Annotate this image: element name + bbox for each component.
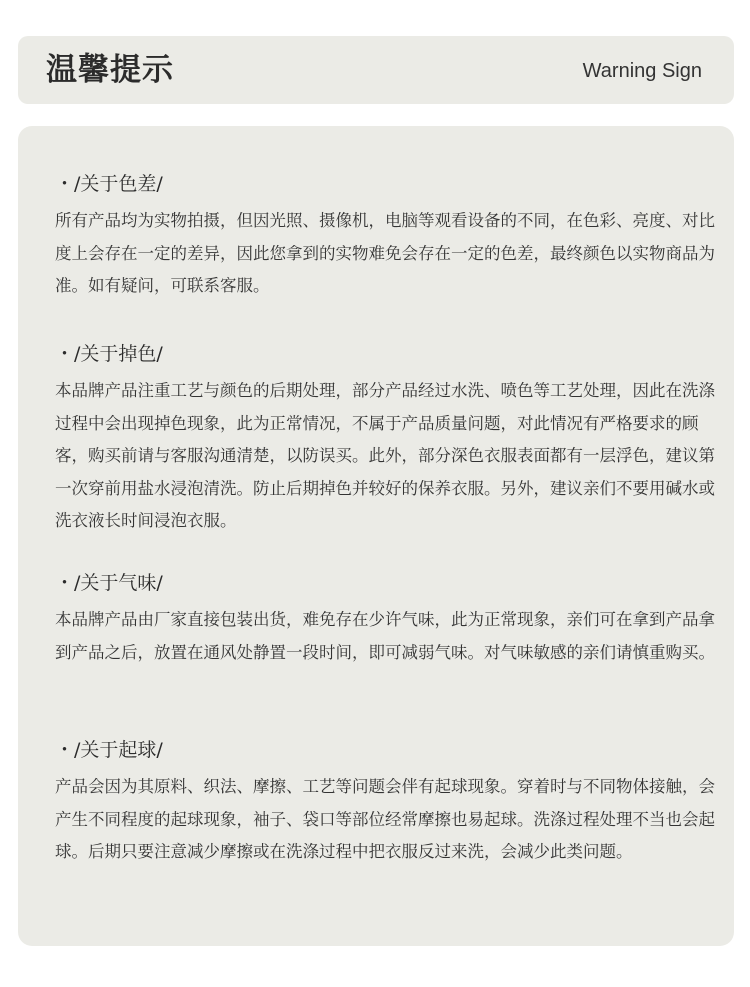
header-bar xyxy=(18,36,734,104)
section-title: ・/关于起球/ xyxy=(55,739,163,761)
page-subtitle: Warning Sign xyxy=(582,60,702,82)
section-pilling xyxy=(55,736,715,869)
section-body: 产品会因为其原料、织法、摩擦、工艺等问题会伴有起球现象。穿着时与不同物体接触，会产生不同程度的起球现象，袖子、袋口等部位经常摩擦也易起球。洗涤过程处理不当也会起球。后期只要注意减少摩擦或在洗涤过程中把衣服反过来洗，会减少此类问题。 xyxy=(55,777,715,861)
section-odor xyxy=(55,569,715,669)
page-title: 温馨提示 xyxy=(46,52,174,88)
notice-panel xyxy=(18,126,734,946)
section-title: ・/关于掉色/ xyxy=(55,343,163,365)
section-color-difference xyxy=(55,170,715,303)
section-body: 所有产品均为实物拍摄，但因光照、摄像机，电脑等观看设备的不同，在色彩、亮度、对比度上会存在一定的差异，因此您拿到的实物难免会存在一定的色差，最终颜色以实物商品为准。如有疑问，可联系客服。 xyxy=(55,211,715,295)
section-body: 本品牌产品注重工艺与颜色的后期处理，部分产品经过水洗、喷色等工艺处理，因此在洗涤过程中会出现掉色现象，此为正常情况，不属于产品质量问题，对此情况有严格要求的顾客，购买前请与客服沟通清楚，以防误买。此外，部分深色衣服表面都有一层浮色，建议第一次穿前用盐水浸泡清洗。防止后期掉色并较好的保养衣服。另外，建议亲们不要用碱水或洗衣液长时间浸泡衣服。 xyxy=(55,381,715,530)
section-title: ・/关于色差/ xyxy=(55,173,163,195)
section-color-fading xyxy=(55,340,715,538)
section-title: ・/关于气味/ xyxy=(55,572,163,594)
section-body: 本品牌产品由厂家直接包装出货，难免存在少许气味，此为正常现象，亲们可在拿到产品拿到产品之后，放置在通风处静置一段时间，即可减弱气味。对气味敏感的亲们请慎重购买。 xyxy=(55,610,715,662)
